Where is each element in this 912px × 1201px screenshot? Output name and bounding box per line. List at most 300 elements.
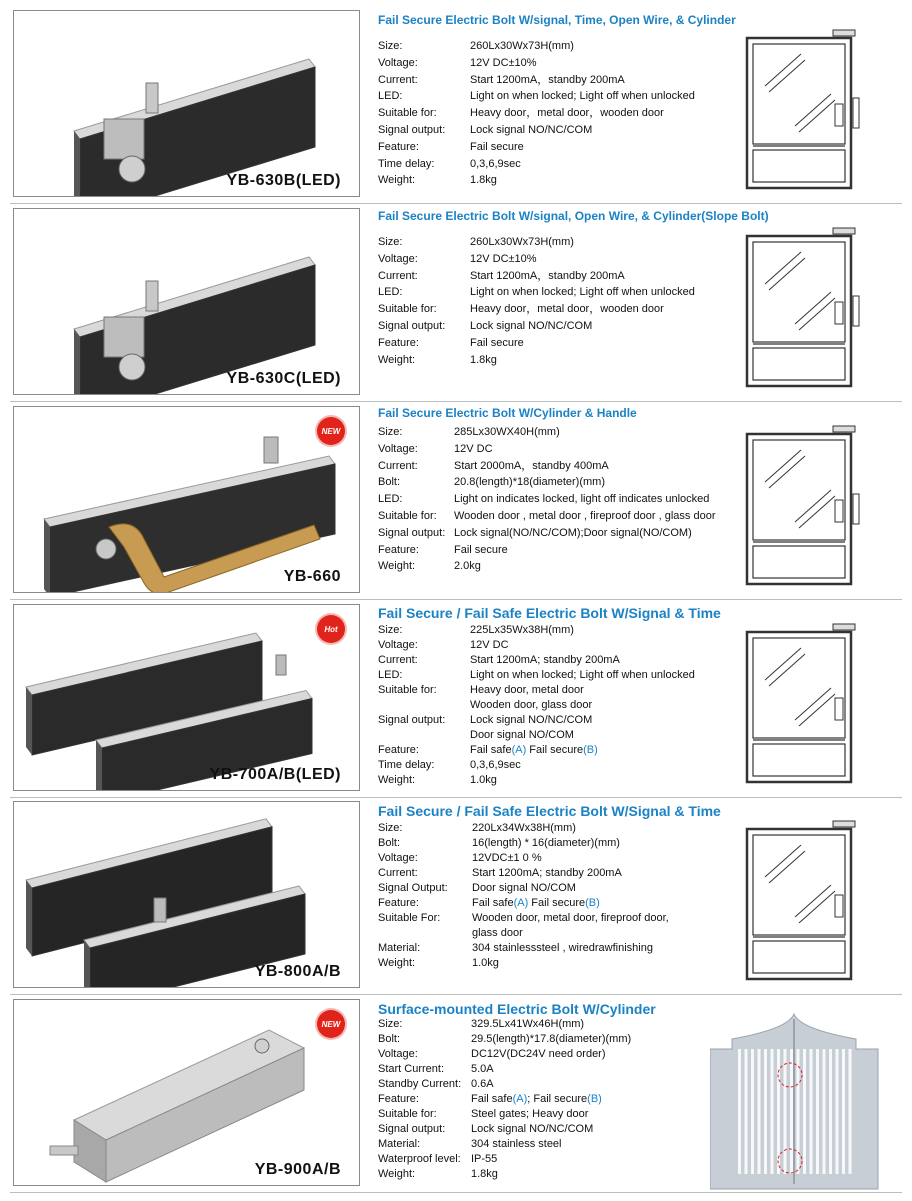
bolt-pin bbox=[264, 437, 278, 463]
spec-value-text: Light on when locked; Light off when unlocked bbox=[470, 90, 695, 103]
gate-bar bbox=[745, 1049, 748, 1174]
spec-value-text: 5.0A bbox=[471, 1063, 494, 1075]
product-row bbox=[10, 204, 902, 402]
spec-row bbox=[378, 881, 748, 896]
spec-label: Voltage: bbox=[378, 442, 418, 455]
spec-label: Signal output: bbox=[378, 526, 446, 539]
spec-value bbox=[471, 1167, 498, 1182]
spec-value bbox=[470, 698, 592, 713]
spec-row bbox=[378, 1032, 748, 1047]
spec-value-text: 2.0kg bbox=[454, 560, 481, 573]
spec-value-text: 1.0kg bbox=[470, 774, 497, 786]
spec-label: Standby Current: bbox=[378, 1078, 462, 1090]
spec-value bbox=[470, 773, 497, 788]
spec-label: Size: bbox=[378, 624, 403, 636]
spec-value bbox=[472, 926, 523, 941]
spec-value-text: 12V DC bbox=[470, 639, 509, 651]
spec-label: Current: bbox=[378, 654, 418, 666]
spec-row bbox=[378, 1077, 748, 1092]
spec-value-text: 1.0kg bbox=[472, 957, 499, 969]
spec-row bbox=[378, 773, 748, 788]
spec-value bbox=[472, 911, 669, 926]
product-row bbox=[10, 797, 902, 995]
spec-row bbox=[378, 335, 748, 352]
gate-bar bbox=[738, 1049, 741, 1174]
spec-value bbox=[471, 1062, 494, 1077]
door-diagram bbox=[743, 206, 867, 392]
spec-value bbox=[470, 72, 625, 89]
spec-value bbox=[470, 653, 620, 668]
spec-label: Waterproof level: bbox=[378, 1153, 461, 1165]
spec-value-text: 260Lx30Wx73H(mm) bbox=[470, 236, 574, 248]
electric-bolt-icon bbox=[835, 302, 843, 324]
spec-row bbox=[378, 743, 748, 758]
spec-label: Size: bbox=[378, 1018, 403, 1030]
spec-row bbox=[378, 105, 748, 122]
spec-value-text: 12V DC±10% bbox=[470, 252, 537, 265]
spec-value-text: 12VDC±1 0 % bbox=[472, 852, 542, 864]
spec-value bbox=[454, 491, 709, 508]
spec-value-text: 1.8kg bbox=[470, 174, 497, 187]
spec-value-text: Lock signal NO/NC/COM bbox=[471, 1123, 594, 1135]
spec-row bbox=[378, 821, 748, 836]
spec-row bbox=[378, 926, 748, 941]
spec-value-text: 304 stainless steel bbox=[471, 1138, 562, 1150]
spec-value bbox=[472, 851, 542, 866]
spec-value bbox=[471, 1107, 588, 1122]
spec-value bbox=[471, 1032, 631, 1047]
spec-row bbox=[378, 542, 748, 559]
spec-value bbox=[471, 1092, 602, 1107]
spec-value-text: Fail secure bbox=[470, 140, 524, 153]
product-title: Surface-mounted Electric Bolt W/Cylinder bbox=[378, 1001, 656, 1017]
cylinder-icon bbox=[96, 539, 116, 559]
spec-value bbox=[454, 558, 481, 575]
product-photo bbox=[13, 406, 360, 593]
spec-row bbox=[378, 318, 748, 335]
spec-label: LED: bbox=[378, 90, 403, 103]
door-glass bbox=[753, 440, 845, 540]
spec-value bbox=[470, 88, 695, 105]
spec-label: Weight: bbox=[378, 1168, 416, 1180]
spec-label: Material: bbox=[378, 1138, 421, 1150]
spec-value bbox=[472, 866, 622, 881]
gate-bar bbox=[803, 1049, 806, 1174]
spec-value bbox=[470, 301, 664, 318]
bolt-cylinder-icon bbox=[853, 98, 859, 128]
spec-label: Feature: bbox=[378, 897, 419, 909]
spec-label: Start Current: bbox=[378, 1063, 445, 1075]
spec-value bbox=[470, 55, 537, 72]
spec-list bbox=[378, 424, 748, 575]
product-illustration bbox=[14, 605, 359, 790]
spec-label: Weight: bbox=[378, 174, 416, 187]
cylinder-icon bbox=[119, 354, 145, 380]
spec-value-text: Light on when locked; Light off when unlocked bbox=[470, 286, 695, 299]
spec-value-text: Start 1200mA; standby 200mA bbox=[472, 867, 622, 879]
bolt-pin bbox=[50, 1146, 78, 1155]
spec-label: Signal Output: bbox=[378, 882, 448, 894]
product-row bbox=[10, 600, 902, 798]
spec-label: Voltage: bbox=[378, 252, 418, 265]
spec-value-text: Steel gates; Heavy door bbox=[471, 1108, 589, 1120]
product-row bbox=[10, 995, 902, 1193]
gate-bar bbox=[842, 1049, 845, 1174]
spec-row bbox=[378, 424, 748, 441]
spec-label: LED: bbox=[378, 669, 403, 681]
door-closer bbox=[833, 228, 855, 234]
gate-bar bbox=[829, 1049, 832, 1174]
door-closer bbox=[833, 30, 855, 36]
spec-label: Size: bbox=[378, 822, 403, 834]
spec-value-text: 0,3,6,9sec bbox=[470, 759, 521, 771]
spec-row bbox=[378, 1107, 748, 1122]
spec-row bbox=[378, 558, 748, 575]
spec-value bbox=[454, 508, 716, 525]
spec-label: Signal output: bbox=[378, 319, 446, 332]
gate-bar bbox=[790, 1049, 793, 1174]
gate-diagram bbox=[710, 1009, 882, 1195]
spec-label: Voltage: bbox=[378, 1048, 418, 1060]
product-photo bbox=[13, 10, 360, 197]
bolt-pin bbox=[146, 83, 158, 113]
bolt-pin bbox=[154, 898, 166, 922]
spec-row bbox=[378, 172, 748, 189]
spec-row bbox=[378, 234, 748, 251]
spec-value bbox=[454, 424, 560, 441]
spec-value bbox=[470, 234, 574, 251]
variant-marker: (B) bbox=[587, 1093, 602, 1105]
spec-label: Suitable for: bbox=[378, 1108, 437, 1120]
spec-row bbox=[378, 122, 748, 139]
spec-label: Current: bbox=[378, 73, 418, 86]
model-number: YB-700A/B(LED) bbox=[209, 766, 341, 783]
spec-label: Weight: bbox=[378, 774, 416, 786]
spec-value-text: Fail safe bbox=[472, 897, 514, 909]
spec-value-text: 1.8kg bbox=[470, 353, 497, 366]
spec-row bbox=[378, 156, 748, 173]
spec-row bbox=[378, 653, 748, 668]
spec-row bbox=[378, 911, 748, 926]
spec-value bbox=[470, 172, 497, 189]
spec-value-text: Start 2000mA，standby 400mA bbox=[454, 459, 609, 472]
spec-list bbox=[378, 1017, 748, 1182]
spec-value bbox=[454, 525, 692, 542]
spec-label: Suitable for: bbox=[378, 107, 437, 120]
door-closer bbox=[833, 426, 855, 432]
gate-bar bbox=[764, 1049, 767, 1174]
door-diagram bbox=[743, 602, 867, 788]
spec-value bbox=[471, 1077, 494, 1092]
product-row bbox=[10, 6, 902, 204]
spec-row bbox=[378, 698, 748, 713]
spec-row bbox=[378, 683, 748, 698]
spec-value bbox=[470, 638, 509, 653]
spec-label: Feature: bbox=[378, 744, 419, 756]
spec-row bbox=[378, 88, 748, 105]
door-glass bbox=[753, 242, 845, 342]
spec-value-text: Lock signal NO/NC/COM bbox=[470, 714, 593, 726]
electric-bolt-icon bbox=[835, 104, 843, 126]
spec-value-text: Heavy door, metal door bbox=[470, 684, 584, 696]
spec-value-text: 1.8kg bbox=[471, 1168, 498, 1180]
spec-label: LED: bbox=[378, 493, 403, 506]
spec-value bbox=[470, 683, 584, 698]
spec-row bbox=[378, 284, 748, 301]
spec-value bbox=[470, 139, 524, 156]
spec-value bbox=[454, 458, 609, 475]
spec-value-text: Light on when locked; Light off when unlocked bbox=[470, 669, 695, 681]
product-illustration bbox=[14, 802, 359, 987]
spec-row bbox=[378, 525, 748, 542]
spec-value-text: Fail secure bbox=[454, 543, 508, 556]
spec-value-text: IP-55 bbox=[471, 1153, 498, 1165]
spec-value-text: Lock signal NO/NC/COM bbox=[470, 123, 593, 136]
spec-value-text: Lock signal NO/NC/COM bbox=[470, 319, 593, 332]
spec-label: Signal output: bbox=[378, 123, 446, 136]
door-glass bbox=[753, 835, 845, 935]
spec-value-text: Door signal NO/COM bbox=[470, 729, 574, 741]
spec-value bbox=[472, 881, 576, 896]
row-divider bbox=[10, 1192, 902, 1193]
variant-marker: (A) bbox=[512, 1093, 528, 1105]
cylinder-icon bbox=[119, 156, 145, 182]
spec-row bbox=[378, 352, 748, 369]
spec-row bbox=[378, 866, 748, 881]
product-photo bbox=[13, 208, 360, 395]
spec-value-text: 220Lx34Wx38H(mm) bbox=[472, 822, 576, 834]
spec-label: Size: bbox=[378, 426, 403, 438]
electric-bolt-icon bbox=[835, 698, 843, 720]
spec-value bbox=[472, 836, 620, 851]
variant-marker: (A) bbox=[513, 897, 529, 909]
spec-value-text: Heavy door，metal door，wooden door bbox=[470, 107, 664, 120]
spec-value bbox=[470, 668, 695, 683]
gate-bar bbox=[849, 1049, 852, 1174]
spec-value bbox=[471, 1137, 562, 1152]
product-title: Fail Secure / Fail Safe Electric Bolt W/Signal & Time bbox=[378, 605, 721, 621]
spec-row bbox=[378, 1062, 748, 1077]
spec-value-text: Start 1200mA，standby 200mA bbox=[470, 73, 625, 86]
spec-value bbox=[470, 352, 497, 369]
spec-value-text: Start 1200mA，standby 200mA bbox=[470, 269, 625, 282]
spec-value-text: Fail secure bbox=[526, 744, 584, 756]
product-photo bbox=[13, 801, 360, 988]
spec-value bbox=[472, 956, 499, 971]
product-title: Fail Secure Electric Bolt W/Cylinder & Handle bbox=[378, 406, 637, 420]
product-illustration bbox=[14, 1000, 359, 1185]
spec-value bbox=[470, 38, 574, 55]
spec-value bbox=[470, 758, 521, 773]
spec-value-text: 0.6A bbox=[471, 1078, 494, 1090]
electric-bolt-icon bbox=[835, 500, 843, 522]
spec-value-text: Door signal NO/COM bbox=[472, 882, 576, 894]
spec-value-text: Heavy door，metal door，wooden door bbox=[470, 303, 664, 316]
spec-value bbox=[472, 821, 576, 836]
spec-label: Feature: bbox=[378, 336, 419, 349]
variant-marker: (A) bbox=[511, 744, 527, 756]
spec-value bbox=[470, 743, 598, 758]
spec-value-text: 260Lx30Wx73H(mm) bbox=[470, 40, 574, 52]
door-closer bbox=[833, 821, 855, 827]
spec-value-text: Wooden door, glass door bbox=[470, 699, 593, 711]
spec-value bbox=[470, 728, 574, 743]
spec-value-text: Fail secure bbox=[470, 336, 524, 349]
spec-label: Size: bbox=[378, 40, 403, 52]
model-number: YB-630B(LED) bbox=[226, 172, 341, 189]
gate-bar bbox=[751, 1049, 754, 1174]
spec-value-text: Start 1200mA; standby 200mA bbox=[470, 654, 620, 666]
badge-hot: Hot bbox=[317, 615, 345, 643]
product-row bbox=[10, 402, 902, 600]
spec-row bbox=[378, 896, 748, 911]
spec-value-text: 20.8(length)*18(diameter)(mm) bbox=[454, 476, 605, 489]
spec-row bbox=[378, 441, 748, 458]
door-glass bbox=[753, 638, 845, 738]
bolt-pin bbox=[276, 655, 286, 675]
spec-row bbox=[378, 713, 748, 728]
gate-bar bbox=[823, 1049, 826, 1174]
product-photo bbox=[13, 604, 360, 791]
spec-value bbox=[472, 941, 653, 956]
spec-row bbox=[378, 1167, 748, 1182]
spec-list bbox=[378, 623, 748, 788]
product-illustration bbox=[14, 209, 359, 394]
cylinder-housing bbox=[104, 317, 144, 357]
spec-value bbox=[470, 156, 521, 173]
spec-label: Time delay: bbox=[378, 759, 435, 771]
spec-value-text: 225Lx35Wx38H(mm) bbox=[470, 624, 574, 636]
spec-list bbox=[378, 234, 748, 368]
spec-label: Suitable For: bbox=[378, 912, 441, 924]
model-number: YB-630C(LED) bbox=[226, 370, 341, 387]
spec-row bbox=[378, 668, 748, 683]
spec-label: Signal output: bbox=[378, 714, 446, 726]
door-panel bbox=[753, 546, 845, 578]
spec-row bbox=[378, 1122, 748, 1137]
spec-value bbox=[470, 335, 524, 352]
gate-bar bbox=[836, 1049, 839, 1174]
spec-row bbox=[378, 851, 748, 866]
spec-value-text: Lock signal(NO/NC/COM);Door signal(NO/COM) bbox=[454, 526, 692, 539]
electric-bolt-icon bbox=[835, 895, 843, 917]
spec-label: Bolt: bbox=[378, 837, 401, 849]
spec-row bbox=[378, 38, 748, 55]
gate-bar bbox=[816, 1049, 819, 1174]
spec-row bbox=[378, 491, 748, 508]
spec-label: LED: bbox=[378, 286, 403, 299]
spec-value-text: 29.5(length)*17.8(diameter)(mm) bbox=[471, 1033, 632, 1045]
spec-value bbox=[472, 896, 600, 911]
bolt-cylinder-icon bbox=[853, 494, 859, 524]
spec-label: Size: bbox=[378, 236, 403, 248]
spec-label: Bolt: bbox=[378, 476, 401, 489]
spec-value bbox=[470, 122, 592, 139]
product-illustration bbox=[14, 407, 359, 592]
spec-value-text: Fail safe bbox=[470, 744, 512, 756]
spec-row bbox=[378, 72, 748, 89]
spec-label: Suitable for: bbox=[378, 684, 437, 696]
product-title: Fail Secure / Fail Safe Electric Bolt W/Signal & Time bbox=[378, 803, 721, 819]
product-title: Fail Secure Electric Bolt W/signal, Open Wire, & Cylinder(Slope Bolt) bbox=[378, 209, 769, 223]
spec-value-text: 304 stainlesssteel , wiredrawfinishing bbox=[472, 942, 653, 954]
spec-value-text: Fail safe bbox=[471, 1093, 513, 1105]
spec-row bbox=[378, 301, 748, 318]
spec-label: Voltage: bbox=[378, 852, 418, 864]
spec-value bbox=[470, 713, 592, 728]
spec-row bbox=[378, 1152, 748, 1167]
spec-value bbox=[470, 251, 537, 268]
spec-value bbox=[471, 1017, 584, 1032]
spec-row bbox=[378, 508, 748, 525]
spec-label: Current: bbox=[378, 867, 418, 879]
spec-label: Weight: bbox=[378, 957, 416, 969]
spec-value-text: DC12V(DC24V need order) bbox=[471, 1048, 606, 1060]
door-diagram bbox=[743, 404, 867, 590]
spec-value-text: glass door bbox=[472, 927, 523, 939]
spec-row bbox=[378, 728, 748, 743]
spec-value-text: 16(length) * 16(diameter)(mm) bbox=[472, 837, 620, 849]
spec-label: Suitable for: bbox=[378, 303, 437, 316]
spec-value-text: Light on indicates locked, light off indicates unlocked bbox=[454, 493, 710, 506]
spec-row bbox=[378, 55, 748, 72]
variant-marker: (B) bbox=[583, 744, 598, 756]
spec-value bbox=[454, 474, 605, 491]
model-number: YB-900A/B bbox=[254, 1161, 341, 1178]
spec-label: Feature: bbox=[378, 1093, 419, 1105]
spec-row bbox=[378, 956, 748, 971]
spec-row bbox=[378, 638, 748, 653]
spec-value bbox=[454, 542, 508, 559]
bolt-pin bbox=[146, 281, 158, 311]
door-panel bbox=[753, 744, 845, 776]
door-diagram bbox=[743, 799, 867, 985]
bolt-cylinder-icon bbox=[853, 296, 859, 326]
spec-row bbox=[378, 836, 748, 851]
spec-value-text: ; Fail secure bbox=[527, 1093, 588, 1105]
model-number: YB-800A/B bbox=[254, 963, 341, 980]
model-number: YB-660 bbox=[283, 568, 341, 585]
spec-value bbox=[471, 1152, 497, 1167]
spec-label: Voltage: bbox=[378, 56, 418, 69]
badge-new: NEW bbox=[317, 417, 345, 445]
spec-row bbox=[378, 139, 748, 156]
door-panel bbox=[753, 348, 845, 380]
spec-value bbox=[470, 284, 695, 301]
gate-bar bbox=[758, 1049, 761, 1174]
spec-label: Current: bbox=[378, 269, 418, 282]
spec-label: Voltage: bbox=[378, 639, 418, 651]
spec-row bbox=[378, 474, 748, 491]
spec-list bbox=[378, 821, 748, 971]
cylinder-icon bbox=[255, 1039, 269, 1053]
spec-value-text: Wooden door , metal door , fireproof door , glass door bbox=[454, 509, 716, 522]
spec-row bbox=[378, 1092, 748, 1107]
spec-value bbox=[471, 1047, 606, 1062]
spec-value-text: Wooden door, metal door, fireproof door, bbox=[472, 912, 669, 924]
spec-list bbox=[378, 38, 748, 189]
spec-label: Bolt: bbox=[378, 1033, 401, 1045]
gate-bar bbox=[784, 1049, 787, 1174]
gate-bar bbox=[771, 1049, 774, 1174]
spec-label: Weight: bbox=[378, 353, 416, 366]
door-glass bbox=[753, 44, 845, 144]
spec-row bbox=[378, 1047, 748, 1062]
spec-value-text: 329.5Lx41Wx46H(mm) bbox=[471, 1018, 585, 1030]
door-closer bbox=[833, 624, 855, 630]
gate-bar bbox=[810, 1049, 813, 1174]
product-title: Fail Secure Electric Bolt W/signal, Time, Open Wire, & Cylinder bbox=[378, 13, 736, 27]
